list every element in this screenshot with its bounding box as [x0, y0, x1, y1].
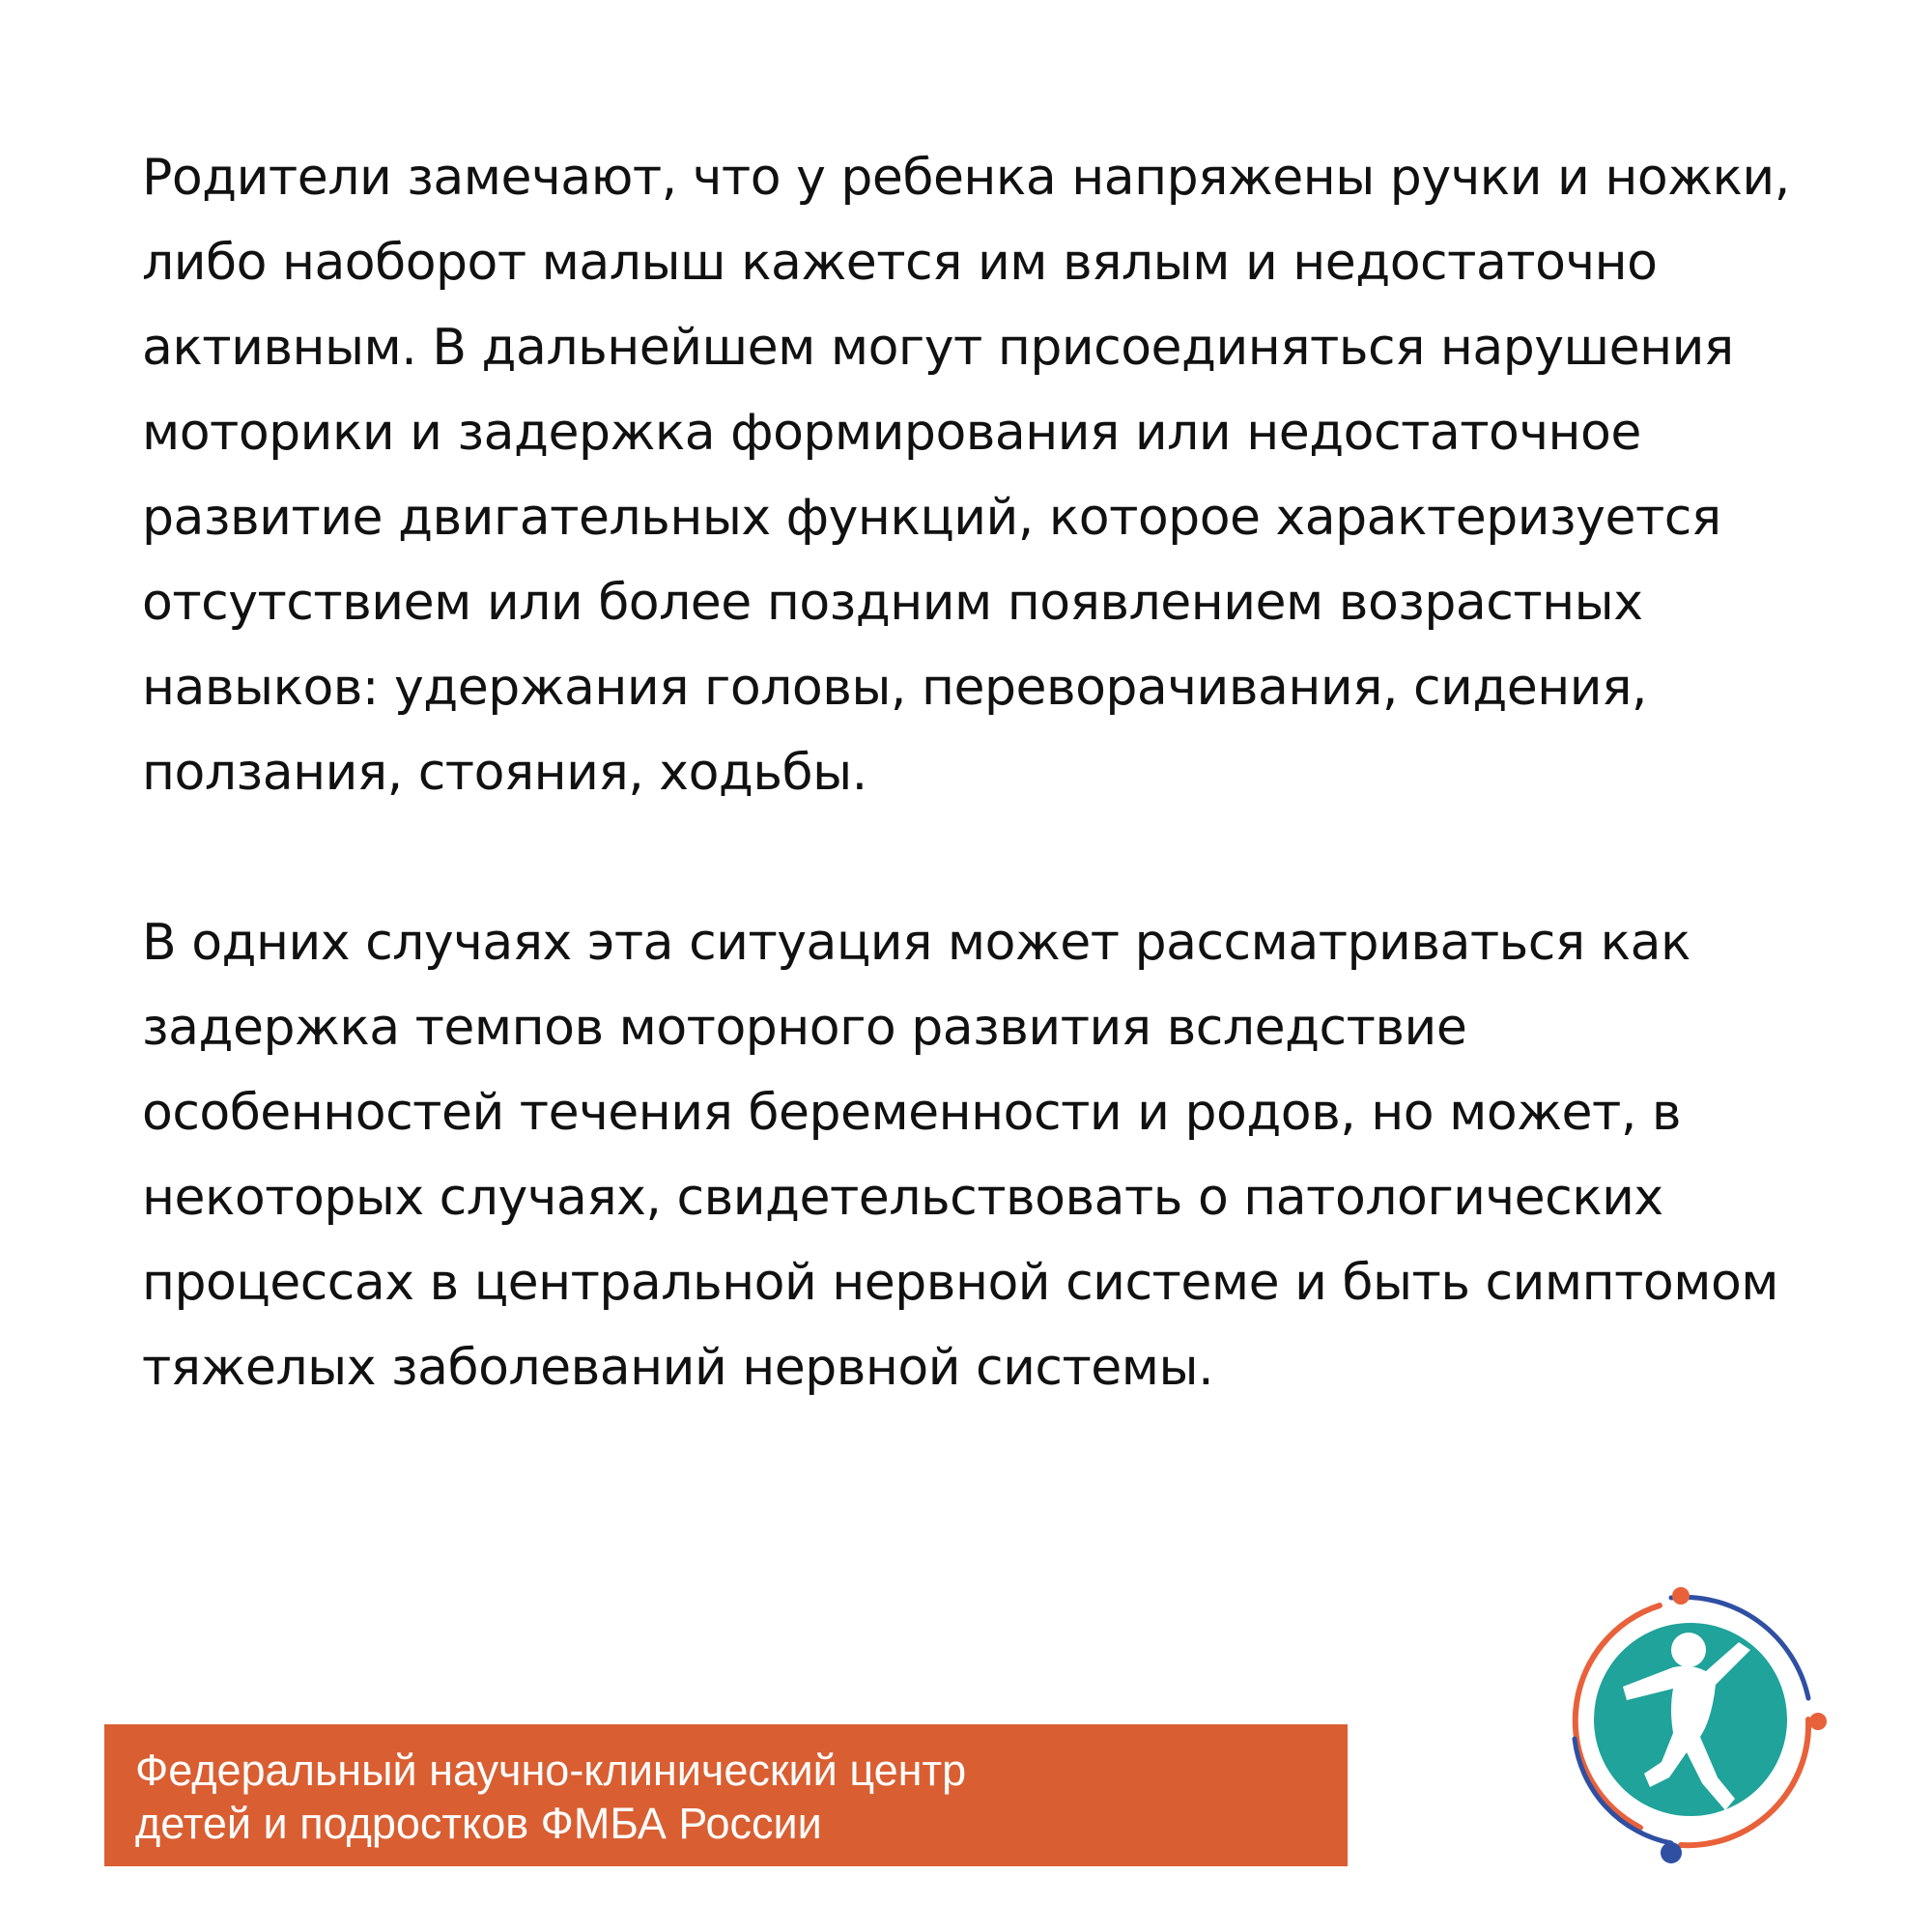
- text-line: ползания, стояния, ходьбы.: [142, 744, 867, 802]
- organization-name-line: Федеральный научно-клинический центр: [135, 1746, 967, 1795]
- paragraph-1: [142, 135, 1910, 815]
- text-line: В одних случаях эта ситуация может рассматриваться как: [142, 914, 1690, 972]
- text-line: некоторых случаях, свидетельствовать о патологических: [142, 1169, 1663, 1227]
- text-line: развитие двигательных функций, которое характеризуется: [142, 489, 1721, 547]
- text-line: навыков: удержания головы, переворачивания, сидения,: [142, 659, 1647, 717]
- logo-orange-dot: [1672, 1587, 1690, 1605]
- logo-blue-dot: [1661, 1842, 1682, 1863]
- text-line: процессах в центральной нервной системе и быть симптомом: [142, 1254, 1778, 1312]
- text-line: особенностей течения беременности и родов, но может, в: [142, 1084, 1682, 1142]
- text-line: моторики и задержка формирования или недостаточное: [142, 404, 1641, 462]
- logo-orange-dot: [1809, 1713, 1827, 1730]
- text-line: либо наоборот малыш кажется им вялым и недостаточно: [142, 234, 1658, 292]
- text-line: Родители замечают, что у ребенка напряжены ручки и ножки,: [142, 149, 1790, 207]
- organization-banner: [104, 1724, 1348, 1866]
- organization-logo: [1546, 1575, 1835, 1864]
- paragraph-2: [142, 900, 1910, 1410]
- text-line: активным. В дальнейшем могут присоединяться нарушения: [142, 319, 1734, 377]
- organization-name-line: детей и подростков ФМБА России: [135, 1799, 822, 1848]
- text-line: тяжелых заболеваний нервной системы.: [142, 1339, 1214, 1397]
- main-text: [142, 135, 1910, 1410]
- text-line: отсутствием или более поздним появлением возрастных: [142, 574, 1643, 632]
- text-line: задержка темпов моторного развития вследствие: [142, 999, 1467, 1057]
